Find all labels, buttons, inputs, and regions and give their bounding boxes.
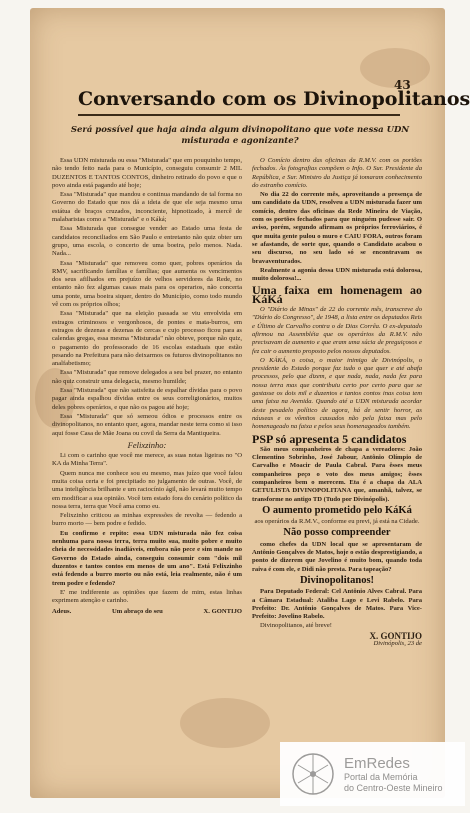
section-heading: Divinopolitanos! <box>299 574 375 586</box>
watermark-logo <box>280 742 465 806</box>
paragraph: No dia 22 do corrente mês, aproveitando a presença de um candidato da UDN, resolveu a UDN misturada fazer um comício, dentro das oficinas da Rede Mineira de Viação, com os portões fechados para que ninguém pudesse sair. O aviso, porém, segundo afirmam os próprios ferroviários, é que muita gente pulou o muro e CAIU FORA, outros foram se afastando, de sorte que, quando o Candidato acabou o seu discurso, no seu lado só se encontravam os bravaventurados. <box>252 191 422 265</box>
watermark-text <box>344 755 443 794</box>
paragraph: como chefes da UDN local que se apresentaram de Antônio Gonçalves de Matos, hoje o estão desprestigiando, a ponto de dizerem que Jovelino é muito bom, quando toda raiva é com ele, e Didi não presta. Para tapeação? <box>252 540 422 573</box>
section-heading-felixzinho: Felixzinho: <box>127 439 167 450</box>
paragraph: aos operários da R.M.V., conforme eu previ, já está na Cidade. <box>254 518 420 526</box>
paragraph: Essa "Misturada" que não satisfeita de espalhar dívidas para o povo pagar ainda espalhou dívidas entre os seus correligionários, muitos deles pobres operários, e que não os pagou até hoje; <box>52 387 242 411</box>
network-globe-icon <box>290 751 336 797</box>
watermark-line2: do Centro-Oeste Mineiro <box>344 782 443 793</box>
paragraph: Para Deputado Federal: Cel Antônio Alves Cabral. Para a Câmara Estadual: Ataliba Lago e Levi Rabelo. Para Prefeito: Dr. Antônio Gonçalves de Matos. Para Vice-Prefeito: Jovelino Rabelo. <box>252 588 422 621</box>
paragraph: Quem nunca me conhece sou eu mesmo, mas juízo que você falou muita coisa certa e foi precipitado no julgamento de outras. Você, de uma inteligência brilhante e um raciocínio ágil, não levará muito tempo em modificar a sua opinião. Você tem estado fora do cenário político da nossa terra, terra que Você ama como eu. <box>52 469 242 510</box>
paragraph: Li com o carinho que você me merece, as suas notas ligeiras no "O KA da Minha Terra". <box>52 452 242 468</box>
title-rule <box>78 114 400 116</box>
paragraph: Essa Misturada que consegue vender ao Estado uma festa de candidatos reconciliados em São Paulo e entretanto não quiz obter um grupo, uma escola, o concerto de uma boeira, pelo menos. Nada. Nada... <box>52 225 242 258</box>
paragraph: Divinopolitanos, até breve! <box>260 622 332 630</box>
signature-name: X. GONTIJO <box>203 608 242 616</box>
right-signature-name: X. GONTIJO <box>369 630 422 641</box>
paragraph: São meus companheiros de chapa a vereadores: João Clementino Sobrinho, José Jabour, Antônio Olímpio de Carvalho e Moacir de Paula Cabral. Para êsses meus companheiros peço o voto dos meus amigos; êsses companheiros bem o merecem. Eta é a chapa da ALA GETULISTA DIVINOPOLITANA que, amanhã, talvez, se transforme no antigo TD (Tudo por Divinópolis). <box>252 445 422 503</box>
paragraph: Essa "Misturada" que remove delegados a seu bel prazer, no entanto não quiz construir uma delegacia, mesmo humilde; <box>52 369 242 385</box>
paragraph: O KÁKÁ, o coisa, o maior inimigo de Divinópolis, o presidente do Estado porque faz tudo o que quer e até abafa processos, pelo que dizem, e que nada, nada, nada fez para nossa terra mas que contribuiu certo por certo para que se gastasse os dois mil e duzentos e tantos contos inas coisa tem uma faixa na Avenida. Quando até a UDN misturada acordar deste pesadelo político de agora, há de sentir horror, as náuseas e os vômitos causados não pela faixa mas pelo homenageado na faixa e pelos seus homenageados também. <box>252 356 422 431</box>
paragraph: E' me indiferente as opiniões que fazem de mim, estas linhas exprimem atenção e carinho. <box>52 588 242 605</box>
watermark-line1: Portal da Memória <box>344 771 418 782</box>
section-heading: Uma faixa em homenagem ao KáKá <box>252 283 422 306</box>
paragraph: O Comício dentro das oficinas da R.M.V. com os portões fechados. Às fotografias compõem o Info. O Sur. Presidente da República, e Sur. Ministro da Justiça já tomaram conhecimento do estranho comício. <box>252 157 422 189</box>
paragraph: Essa "Misturada" que mandou e continua mandando de tal forma no Governo do Estado que nos dá a ideia de que ele seja mesmo uma estátua de braços cruzados, inconciente, hipnotizado, à mercê de malabaristas como a "Misturada" e o Káká; <box>52 191 242 224</box>
left-column <box>52 157 242 617</box>
paragraph: Eu confirmo e repito: essa UDN misturada não fez coisa nenhuma para nossa terra, terra muito sua, muito pobre e muito cheia de necessidades inadiáveis, embora não pece e sim mande no Governo do Estado ainda, conseguiu consumir com "dois mil duzentos e tantos contos em menos de um ano". Está Felixzinho está fedendo a burro morto ou não está, leia realmente, não é um trem podre e fedendo? <box>52 529 242 587</box>
left-signature <box>52 608 242 616</box>
paragraph: Essa "Misturada" que removeu como quer, pobres operários da RMV, sacrificando famílias e famílias; que aumenta os vencimentos dos seus afilhados em prejuízo de velhos servidores da Rede, no entanto não fez algumas casas mais para os operarios, não concerta uma ponte, uma boeira siquer, dentro do Município, como todo mundo vê com os próprios olhos; <box>52 259 242 309</box>
paragraph: Realmente a agonia dessa UDN misturada está dolorosa, muito dolorosa!... <box>252 266 422 283</box>
section-heading: Não posso compreender <box>283 527 391 539</box>
page-subtitle: Será possível que haja ainda algum divinopolitano que vote nessa UDN misturada e agonizante? <box>70 125 410 146</box>
paragraph: Essa "Misturada" que na eleição passada se viu envolvida em estragos criminosos e vergonhosos, de pontes e mata-burros, em estragos de dezenas e dezenas de cercas e cujo processo ficou para as calendas gregas, essa mesma "Misturada" não obteve, porque não quiz, o pagamento do professorado de 16 escolas estaduais que estão pesando na Prefeitura para não deixarmos os futuros divinopolitanos no analfabetismo; <box>52 310 242 368</box>
watermark-name: EmRedes <box>344 754 410 772</box>
paragraph: Felixzinho criticou as minhas expressões de revolta — fedendo a burro morto — bem podre e fedido. <box>52 512 242 528</box>
paragraph: Essa UDN misturada ou essa "Misturada" que em pouquinho tempo, não tendo feito nada para o Município, conseguiu consumir 2 MIL DUZENTOS E TANTOS CONTOS, dinheiro retirado do povo e que o povo ainda está pagando até hoje; <box>52 157 242 189</box>
signature-greeting: Um abraço do seu <box>112 608 163 616</box>
paragraph: Essa "Misturada" que só semeou ódios e processos entre os divinopolitanos, no entanto quer, agora, mandar neste terra como si isso aqui fosse Casa de Mãe Joana ou covil da Serra da Mantiqueira. <box>52 412 242 437</box>
page-title: Conversando com os Divinopolitanos <box>78 88 470 110</box>
section-heading: O aumento prometido pelo KáKá <box>262 504 412 516</box>
paper-stain <box>180 698 270 748</box>
section-heading: PSP só apresenta 5 candidatos <box>252 431 407 446</box>
right-signature-place: Divinópolis, 23 de <box>373 640 422 648</box>
right-column <box>252 157 422 648</box>
signature-farewell: Adeus. <box>52 608 72 616</box>
page-number: 43 <box>394 78 411 92</box>
paragraph: O "Diário de Minas" de 22 do corrente mês, transcreve do "Diário do Congresso", de 1948, a lista entre os deputados Reis e Último de Carvalho contra o de Dias Corrêa. O ex-deputado afirmou na Assembléia que os operários da R.M.V. não precisavam de aumento e que eram uma súcia de preguiçosos e fez cair o aumento proposto pelos nossos deputados. <box>252 306 422 355</box>
